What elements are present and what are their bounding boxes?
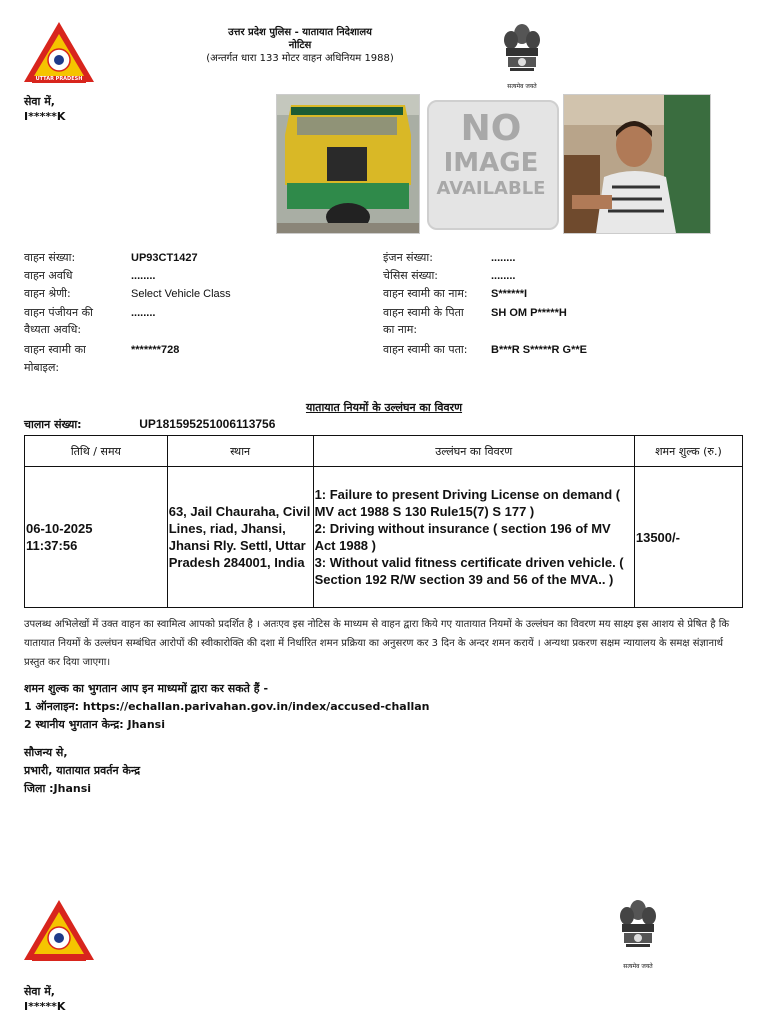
signature-district: जिला :Jhansi bbox=[24, 782, 92, 795]
owner-father-label: वाहन स्वामी के पिता bbox=[383, 306, 464, 319]
chassis-number-label: चेसिस संख्या: bbox=[383, 269, 439, 282]
signature-officer: प्रभारी, यातायात प्रवर्तन केन्द्र bbox=[24, 764, 141, 777]
table-header-row bbox=[25, 436, 743, 467]
owner-mobile-value: *******728 bbox=[131, 344, 180, 356]
challan-number-value: UP181595251006113756 bbox=[139, 417, 276, 431]
owner-address-label: वाहन स्वामी का पता: bbox=[383, 343, 468, 356]
notice-paragraph: उपलब्ध अभिलेखों में उक्त वाहन का स्वामित्व आपको प्रदर्शित है । अतःएव इस नोटिस के माध्यम से वाहन द्वारा किये गए यातायात नियमों के उल्लंघन का विवरण मय साक्ष्य इस आशय से प्रेषित है कि यातायात नियमों के उल्लंघन सम्बंधित आरोपों की स्वीकारोक्ति की दशा में निर्धारित शमन प्रक्रिया का अनुसरण कर 3 दिन के अन्दर शमन करायें । अन्यथा प्रकरण सक्षम न्यायालय के समक्ष संज्ञानार्थ प्रस्तुत कर दिया जाएगा। bbox=[24, 619, 730, 668]
traffic-directorate-logo-2 bbox=[22, 898, 96, 964]
no-image-text-3: AVAILABLE bbox=[436, 178, 546, 199]
registration-validity-value: ........ bbox=[131, 307, 156, 319]
emblem-caption: सत्यमेव जयते bbox=[507, 83, 537, 90]
violation-date: 06-10-2025 bbox=[26, 521, 93, 536]
violation-place: 63, Jail Chauraha, Civil Lines, riad, Jhansi, Jhansi Rly. Settl, Uttar Pradesh 284001, India bbox=[167, 467, 313, 608]
vehicle-class-label: वाहन श्रेणी: bbox=[24, 287, 71, 300]
owner-name-value: S******I bbox=[491, 288, 528, 300]
table-row bbox=[25, 467, 743, 608]
recipient-name: I*****K bbox=[24, 110, 66, 123]
header-act: (अन्तर्गत धारा 133 मोटर वाहन अधिनियम 1988) bbox=[206, 53, 394, 64]
owner-mobile-label-2: मोबाइल: bbox=[24, 361, 60, 374]
payment-heading: शमन शुल्क का भुगतान आप इन माध्यमों द्वारा कर सकते हैं - bbox=[24, 682, 269, 695]
violation-date-time bbox=[25, 467, 168, 608]
owner-mobile-label: वाहन स्वामी का bbox=[24, 343, 86, 356]
violations-table bbox=[24, 435, 743, 608]
vehicle-class-value: Select Vehicle Class bbox=[131, 288, 231, 300]
salutation: सेवा में, bbox=[24, 95, 55, 108]
payment-local: 2 स्थानीय भुगतान केन्द्र: Jhansi bbox=[24, 718, 165, 731]
payment-block bbox=[24, 680, 430, 734]
owner-father-value: SH OM P*****H bbox=[491, 307, 567, 319]
registration-validity-label: वाहन पंजीयन की bbox=[24, 306, 93, 319]
signature-courtesy: सौजन्य से, bbox=[24, 746, 68, 759]
engine-number-value: ........ bbox=[491, 252, 516, 264]
header-title: उत्तर प्रदेश पुलिस - यातायात निदेशालय bbox=[228, 27, 372, 38]
recipient-name-2: I*****K bbox=[24, 1000, 66, 1013]
owner-name-label: वाहन स्वामी का नाम: bbox=[383, 287, 468, 300]
violation-item-1: 1: Failure to present Driving License on demand ( MV act 1988 S 130 Rule15(7) S 177 ) bbox=[314, 487, 621, 519]
owner-father-label-2: का नाम: bbox=[383, 323, 418, 336]
col-date-time: तिथि / समय bbox=[25, 436, 168, 467]
violations-title: यातायात नियमों के उल्लंघन का विवरण bbox=[305, 401, 463, 414]
registration-validity-label-2: वैध्यता अवधि: bbox=[24, 323, 82, 336]
violation-details bbox=[313, 467, 634, 608]
col-fine: शमन शुल्क (रु.) bbox=[634, 436, 742, 467]
logo-caption: UTTAR PRADESH bbox=[35, 76, 83, 82]
header-subtitle: नोटिस bbox=[288, 40, 312, 51]
signature-block bbox=[24, 744, 140, 798]
challan-number-row bbox=[24, 417, 275, 432]
chassis-number-value: ........ bbox=[491, 270, 516, 282]
challan-number-label: चालान संख्या: bbox=[24, 418, 82, 431]
emblem-caption-2: सत्यमेव जयते bbox=[623, 963, 653, 970]
vehicle-period-value: ........ bbox=[131, 270, 156, 282]
national-emblem-icon-2 bbox=[614, 896, 662, 958]
violation-item-2: 2: Driving without insurance ( section 196 of MV Act 1988 ) bbox=[314, 521, 611, 553]
engine-number-label: इंजन संख्या: bbox=[383, 251, 433, 264]
recipient-block-2 bbox=[24, 984, 65, 1014]
col-violation-details: उल्लंघन का विवरण bbox=[313, 436, 634, 467]
no-image-text-1: NO bbox=[460, 108, 522, 149]
vehicle-period-label: वाहन अवधि bbox=[24, 269, 73, 282]
salutation-2: सेवा में, bbox=[24, 985, 55, 998]
vehicle-details bbox=[0, 0, 768, 380]
no-image-text-2: IMAGE bbox=[443, 148, 539, 178]
violation-item-3: 3: Without valid fitness certificate driven vehicle. ( Section 192 R/W section 39 and 56 of the MVA.. ) bbox=[314, 555, 624, 587]
violation-fine: 13500/- bbox=[634, 467, 742, 608]
violation-time: 11:37:56 bbox=[26, 538, 78, 553]
owner-address-value: B***R S*****R G**E bbox=[491, 344, 587, 356]
vehicle-number-label: वाहन संख्या: bbox=[24, 251, 76, 264]
col-place: स्थान bbox=[167, 436, 313, 467]
payment-online: 1 ऑनलाइन: https://echallan.parivahan.gov.in/index/accused-challan bbox=[24, 700, 430, 713]
vehicle-number-value: UP93CT1427 bbox=[131, 252, 198, 264]
